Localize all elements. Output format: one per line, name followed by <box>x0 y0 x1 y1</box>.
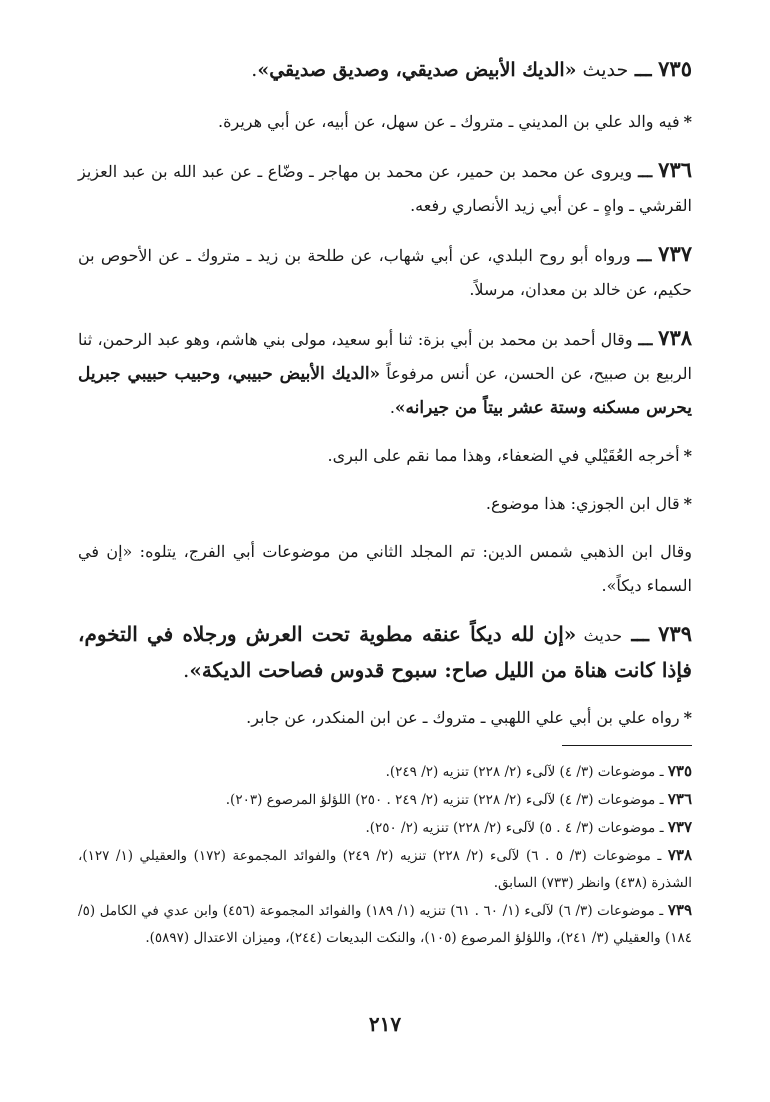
footnote-737 <box>78 814 692 842</box>
footnote-739 <box>78 897 692 952</box>
entry-number: ٧٣٨ <box>658 325 693 350</box>
entry-739 <box>78 617 692 687</box>
footnote-736 <box>78 786 692 814</box>
entry-post: . <box>251 59 258 81</box>
entry-post: . <box>182 658 190 682</box>
entry-number: ٧٣٥ <box>658 56 692 81</box>
hadith-text: «الديك الأبيض صديقي، وصديق صديقي» <box>257 59 577 81</box>
footnote-text: ـ موضوعات (٣/ ٤) لآلىء (٢/ ٢٢٨) تنزيه (٢/ ٢٤٩ . ٢٥٠) اللؤلؤ المرصوع (٢٠٣). <box>225 792 664 808</box>
footnote-number: ٧٣٩ <box>667 901 693 919</box>
footnotes <box>78 758 692 952</box>
note-marker: * <box>683 112 692 131</box>
entry-number: ٧٣٩ <box>658 621 692 646</box>
note-marker: * <box>683 494 692 513</box>
entry-736 <box>78 153 692 223</box>
note-marker: * <box>683 446 692 465</box>
entry-pre: حديث <box>576 59 629 81</box>
note-735 <box>78 105 692 139</box>
note-ibn-jawzi <box>78 487 692 521</box>
footnote-number: ٧٣٥ <box>667 762 692 780</box>
entry-number: ٧٣٧ <box>658 241 693 266</box>
entry-number: ٧٣٦ <box>658 157 693 182</box>
note-text: أخرجه العُقَيْلي في الضعفاء، وهذا مما نقم على البرى. <box>327 446 680 465</box>
hadith-text: «إن لله ديكاً عنقه مطوية تحت العرش ورجلاه في التخوم، فإذا كانت هناة من الليل صاح: سبوح قدوس فصاحت الديكة» <box>78 622 692 682</box>
entry-dash: ـــ <box>622 622 659 646</box>
footnote-text: ـ موضوعات (٣/ ٥ . ٦) لآلىء (٢/ ٢٢٨) تنزيه (٢/ ٢٤٩) والفوائد المجموعة (١٧٢) والعقيلي (١/ ١٢٧)، الشذرة (٤٣٨) وانظر (٧٣٣) السابق. <box>78 848 692 891</box>
footnote-number: ٧٣٧ <box>667 818 692 836</box>
entry-pre: وقال أحمد بن محمد بن أبي بزة: ثنا أبو سعيد، مولى بني هاشم، وهو عبد الرحمن، ثنا الربيع بن صبيح، عن الحسن، عن أنس مرفوعاً <box>78 330 692 383</box>
footnote-separator <box>562 745 692 746</box>
entry-post: . <box>389 398 395 417</box>
footnote-number: ٧٣٦ <box>667 790 692 808</box>
note-marker: * <box>683 708 692 727</box>
entry-738 <box>78 321 692 425</box>
footnote-number: ٧٣٨ <box>667 846 693 864</box>
entry-dash: ـــ <box>632 162 659 181</box>
note-text: قال ابن الجوزي: هذا موضوع. <box>485 494 680 513</box>
page-number: ٢١٧ <box>368 1012 402 1036</box>
footnote-text: ـ موضوعات (٣/ ٦) لآلىء (١/ ٦٠ . ٦١) تنزيه (١/ ١٨٩) والفوائد المجموعة (٤٥٦) وابن عدي في الكامل (٥/ ١٨٤) والعقيلي (٣/ ٢٤١)، واللؤلؤ المرصوع (١٠٥)، والنكت البديعات (٢٤٤)، وميزان الاعتدال (٥٨٩٧). <box>78 903 692 946</box>
entry-dash: ـــ <box>630 246 659 265</box>
note-text: فيه والد علي بن المديني ـ متروك ـ عن سهل، عن أبيه، عن أبي هريرة. <box>218 112 680 131</box>
entry-735 <box>78 52 692 87</box>
note-text: رواه علي بن أبي علي اللهبي ـ متروك ـ عن ابن المنكدر، عن جابر. <box>246 708 680 727</box>
entry-text: ويروى عن محمد بن حمير، عن محمد بن مهاجر ـ وضّاع ـ عن عبد الله بن عبد العزيز القرشي ـ واهٍ ـ عن أبي زيد الأنصاري رفعه. <box>78 162 692 215</box>
footnote-735 <box>78 758 692 786</box>
note-text: وقال ابن الذهبي شمس الدين: تم المجلد الثاني من موضوعات أبي الفرج، يتلوه: «إن في السماء ديكاً». <box>78 542 692 595</box>
entry-dash: ـــ <box>628 59 659 81</box>
footnote-text: ـ موضوعات (٣/ ٤) لآلىء (٢/ ٢٢٨) تنزيه (٢/ ٢٤٩). <box>385 764 664 780</box>
hadith-text: «الديك الأبيض حبيبي، وحبيب حبيبي جبريل يحرس مسكنه وستة عشر بيتاً من جيرانه» <box>78 364 692 418</box>
note-uqayli <box>78 439 692 473</box>
note-dhahabi <box>78 535 692 603</box>
entry-dash: ـــ <box>632 330 659 349</box>
footnote-text: ـ موضوعات (٣/ ٤ . ٥) لآلىء (٢/ ٢٢٨) تنزيه (٢/ ٢٥٠). <box>365 820 664 836</box>
footnote-738 <box>78 842 692 897</box>
entry-pre: حديث <box>576 626 623 645</box>
note-739 <box>78 701 692 735</box>
entry-text: ورواه أبو روح البلدي، عن أبي شهاب، عن طلحة بن زيد ـ متروك ـ عن الأحوص بن حكيم، عن خالد بن معدان، مرسلاً. <box>78 246 692 299</box>
entry-737 <box>78 237 692 307</box>
